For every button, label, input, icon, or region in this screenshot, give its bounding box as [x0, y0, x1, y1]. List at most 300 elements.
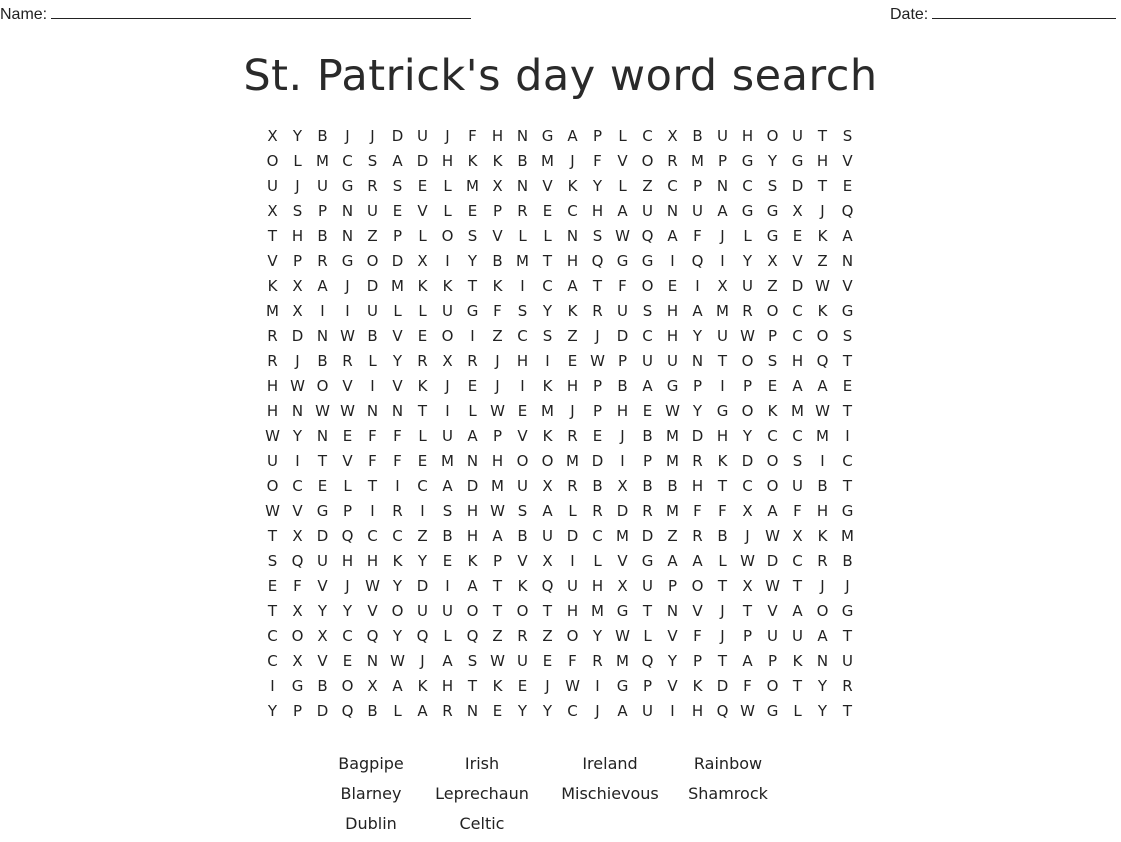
grid-cell: A: [567, 277, 578, 295]
grid-cell: R: [692, 452, 703, 470]
grid-cell: V: [267, 252, 278, 270]
grid-cell: O: [441, 227, 454, 245]
grid-row: [260, 149, 860, 174]
grid-cell: Q: [691, 252, 704, 270]
grid-cell: X: [292, 652, 303, 670]
grid-cell: M: [591, 602, 604, 620]
grid-cell: I: [670, 252, 675, 270]
grid-row: [260, 624, 860, 649]
grid-cell: U: [442, 602, 453, 620]
grid-cell: A: [442, 652, 453, 670]
grid-cell: E: [842, 377, 853, 395]
grid-cell: O: [316, 377, 329, 395]
grid-cell: Y: [467, 252, 478, 270]
grid-cell: N: [291, 402, 304, 420]
grid-cell: T: [842, 702, 853, 720]
grid-cell: H: [266, 377, 279, 395]
grid-cell: W: [665, 402, 680, 420]
grid-row: [260, 199, 860, 224]
grid-cell: R: [692, 527, 703, 545]
grid-cell: D: [791, 177, 804, 195]
grid-cell: B: [517, 152, 528, 170]
grid-cell: U: [617, 302, 628, 320]
grid-cell: T: [742, 602, 753, 620]
grid-cell: A: [742, 652, 753, 670]
grid-cell: H: [566, 377, 579, 395]
grid-cell: U: [792, 127, 803, 145]
grid-cell: V: [317, 577, 328, 595]
grid-row: [260, 474, 860, 499]
grid-cell: N: [666, 602, 679, 620]
grid-cell: J: [820, 577, 825, 595]
grid-cell: K: [817, 527, 828, 545]
grid-cell: J: [420, 652, 425, 670]
grid-cell: M: [441, 452, 454, 470]
grid-row: [260, 449, 860, 474]
grid-cell: E: [492, 702, 503, 720]
grid-cell: I: [370, 502, 375, 520]
grid-cell: I: [445, 402, 450, 420]
grid-cell: T: [317, 452, 328, 470]
grid-cell: X: [742, 577, 753, 595]
grid-cell: H: [516, 352, 529, 370]
grid-cell: O: [291, 627, 304, 645]
grid-cell: Y: [392, 352, 403, 370]
grid-cell: Y: [267, 702, 278, 720]
grid-cell: O: [766, 677, 779, 695]
grid-cell: X: [792, 202, 803, 220]
grid-cell: G: [766, 227, 779, 245]
grid-cell: N: [341, 202, 354, 220]
grid-cell: L: [718, 552, 727, 570]
grid-cell: A: [442, 477, 453, 495]
grid-cell: X: [617, 477, 628, 495]
grid-cell: J: [445, 127, 450, 145]
grid-cell: U: [317, 177, 328, 195]
grid-cell: R: [517, 202, 528, 220]
grid-cell: A: [467, 577, 478, 595]
grid-cell: Y: [767, 152, 778, 170]
grid-cell: O: [516, 602, 529, 620]
grid-cell: Z: [767, 277, 778, 295]
grid-cell: J: [620, 427, 625, 445]
grid-cell: S: [467, 227, 478, 245]
grid-cell: J: [495, 352, 500, 370]
grid-cell: P: [767, 327, 778, 345]
grid-cell: Y: [592, 627, 603, 645]
grid-cell: H: [816, 502, 829, 520]
grid-cell: L: [368, 352, 377, 370]
grid-cell: V: [392, 327, 403, 345]
grid-cell: Z: [492, 327, 503, 345]
grid-cell: L: [443, 177, 452, 195]
grid-cell: U: [267, 177, 278, 195]
grid-cell: I: [670, 702, 675, 720]
grid-cell: D: [616, 502, 629, 520]
grid-cell: N: [566, 227, 579, 245]
grid-cell: X: [742, 502, 753, 520]
grid-cell: J: [445, 377, 450, 395]
grid-cell: M: [541, 152, 554, 170]
grid-cell: J: [720, 602, 725, 620]
grid-cell: R: [567, 477, 578, 495]
grid-row: [260, 249, 860, 274]
grid-cell: D: [791, 277, 804, 295]
grid-cell: D: [591, 452, 604, 470]
grid-cell: R: [592, 302, 603, 320]
grid-cell: C: [417, 477, 428, 495]
grid-cell: E: [392, 202, 403, 220]
grid-cell: T: [542, 252, 553, 270]
grid-cell: L: [518, 227, 527, 245]
grid-cell: X: [717, 277, 728, 295]
grid-cell: B: [642, 427, 653, 445]
word-item: Celtic: [459, 814, 505, 833]
grid-cell: A: [317, 277, 328, 295]
grid-cell: A: [417, 702, 428, 720]
grid-cell: Q: [591, 252, 604, 270]
grid-cell: C: [767, 427, 778, 445]
grid-cell: E: [417, 327, 428, 345]
name-label: Name:: [0, 6, 48, 23]
grid-cell: K: [442, 277, 453, 295]
grid-cell: H: [616, 402, 629, 420]
grid-cell: W: [265, 502, 280, 520]
word-item: Blarney: [340, 784, 402, 803]
grid-cell: R: [517, 627, 528, 645]
grid-cell: V: [667, 627, 678, 645]
grid-cell: T: [467, 277, 478, 295]
grid-cell: T: [817, 127, 828, 145]
grid-cell: I: [545, 352, 550, 370]
grid-cell: H: [266, 402, 279, 420]
grid-cell: J: [820, 202, 825, 220]
grid-cell: J: [595, 702, 600, 720]
grid-cell: O: [566, 627, 579, 645]
grid-cell: U: [842, 652, 853, 670]
grid-cell: Q: [541, 577, 554, 595]
grid-cell: D: [316, 527, 329, 545]
grid-cell: P: [717, 152, 728, 170]
grid-cell: M: [666, 452, 679, 470]
grid-cell: H: [666, 302, 679, 320]
grid-cell: B: [317, 227, 328, 245]
grid-cell: K: [417, 277, 428, 295]
grid-cell: V: [342, 452, 353, 470]
grid-cell: E: [667, 277, 678, 295]
grid-cell: G: [841, 502, 854, 520]
grid-cell: W: [590, 352, 605, 370]
grid-row: [260, 174, 860, 199]
grid-cell: Y: [517, 702, 528, 720]
grid-cell: H: [291, 227, 304, 245]
grid-cell: J: [545, 677, 550, 695]
grid-cell: T: [842, 627, 853, 645]
grid-cell: U: [417, 602, 428, 620]
grid-cell: V: [517, 552, 528, 570]
grid-cell: W: [765, 577, 780, 595]
grid-cell: B: [367, 702, 378, 720]
grid-cell: Q: [816, 352, 829, 370]
grid-row: [260, 649, 860, 674]
grid-cell: G: [766, 202, 779, 220]
grid-cell: P: [592, 402, 603, 420]
grid-cell: A: [392, 677, 403, 695]
grid-cell: X: [267, 127, 278, 145]
grid-cell: K: [567, 177, 578, 195]
grid-cell: T: [542, 602, 553, 620]
grid-cell: N: [316, 327, 329, 345]
grid-cell: D: [416, 152, 429, 170]
grid-cell: H: [816, 152, 829, 170]
grid-cell: C: [292, 477, 303, 495]
grid-cell: E: [467, 377, 478, 395]
grid-cell: B: [317, 677, 328, 695]
grid-cell: S: [767, 352, 778, 370]
grid-cell: X: [792, 527, 803, 545]
grid-cell: C: [792, 302, 803, 320]
grid-cell: Z: [667, 527, 678, 545]
grid-cell: M: [266, 302, 279, 320]
grid-cell: G: [716, 402, 729, 420]
grid-cell: C: [267, 627, 278, 645]
grid-cell: T: [717, 352, 728, 370]
grid-cell: V: [317, 652, 328, 670]
grid-cell: U: [517, 652, 528, 670]
grid-cell: C: [842, 452, 853, 470]
grid-cell: L: [618, 177, 627, 195]
grid-cell: Y: [817, 702, 828, 720]
grid-cell: J: [295, 177, 300, 195]
grid-cell: I: [570, 552, 575, 570]
grid-cell: J: [345, 577, 350, 595]
grid-cell: A: [492, 527, 503, 545]
grid-cell: K: [417, 677, 428, 695]
grid-cell: S: [842, 127, 853, 145]
grid-cell: C: [342, 152, 353, 170]
grid-cell: P: [692, 377, 703, 395]
grid-cell: A: [667, 227, 678, 245]
word-item: Bagpipe: [338, 754, 404, 773]
grid-cell: T: [817, 177, 828, 195]
grid-cell: A: [392, 152, 403, 170]
grid-cell: L: [343, 477, 352, 495]
grid-cell: E: [592, 427, 603, 445]
grid-cell: S: [292, 202, 303, 220]
grid-cell: Q: [716, 702, 729, 720]
word-item: Shamrock: [688, 784, 768, 803]
grid-cell: L: [443, 627, 452, 645]
grid-cell: R: [567, 427, 578, 445]
grid-cell: S: [767, 177, 778, 195]
grid-cell: V: [392, 377, 403, 395]
grid-cell: W: [490, 502, 505, 520]
grid-cell: H: [591, 202, 604, 220]
grid-cell: D: [291, 327, 304, 345]
grid-cell: K: [692, 677, 703, 695]
word-item: Dublin: [345, 814, 397, 833]
grid-cell: R: [417, 352, 428, 370]
grid-cell: A: [567, 127, 578, 145]
grid-cell: D: [741, 452, 754, 470]
grid-cell: N: [366, 402, 379, 420]
grid-cell: P: [617, 352, 628, 370]
grid-cell: P: [592, 377, 603, 395]
grid-cell: P: [592, 127, 603, 145]
grid-cell: P: [642, 677, 653, 695]
grid-cell: Y: [742, 252, 753, 270]
grid-cell: T: [792, 577, 803, 595]
grid-cell: I: [420, 502, 425, 520]
grid-cell: E: [317, 477, 328, 495]
grid-cell: W: [615, 627, 630, 645]
grid-cell: K: [492, 152, 503, 170]
grid-cell: J: [845, 577, 850, 595]
grid-cell: V: [792, 252, 803, 270]
grid-cell: R: [317, 252, 328, 270]
grid-cell: K: [767, 402, 778, 420]
grid-cell: K: [467, 552, 478, 570]
grid-cell: I: [845, 427, 850, 445]
grid-cell: V: [667, 677, 678, 695]
grid-cell: M: [666, 502, 679, 520]
grid-cell: B: [617, 377, 628, 395]
grid-cell: I: [695, 277, 700, 295]
grid-cell: Q: [466, 627, 479, 645]
grid-cell: L: [568, 502, 577, 520]
grid-row: [260, 374, 860, 399]
grid-cell: B: [317, 352, 328, 370]
grid-row: [260, 499, 860, 524]
grid-cell: E: [642, 402, 653, 420]
grid-cell: E: [467, 202, 478, 220]
name-line: [51, 4, 471, 19]
grid-cell: O: [816, 602, 829, 620]
grid-cell: R: [667, 152, 678, 170]
grid-cell: N: [691, 352, 704, 370]
grid-cell: G: [616, 252, 629, 270]
grid-cell: O: [766, 477, 779, 495]
grid-cell: T: [492, 602, 503, 620]
grid-cell: E: [342, 427, 353, 445]
grid-cell: L: [418, 227, 427, 245]
grid-cell: F: [393, 452, 402, 470]
grid-cell: F: [793, 502, 802, 520]
grid-cell: B: [317, 127, 328, 145]
grid-cell: K: [567, 302, 578, 320]
grid-cell: T: [592, 277, 603, 295]
grid-cell: S: [367, 152, 378, 170]
grid-cell: E: [267, 577, 278, 595]
grid-cell: H: [691, 702, 704, 720]
name-field: [0, 4, 471, 25]
grid-cell: P: [492, 552, 503, 570]
grid-cell: A: [692, 302, 703, 320]
grid-cell: I: [470, 327, 475, 345]
grid-cell: Z: [817, 252, 828, 270]
grid-cell: Q: [641, 227, 654, 245]
grid-cell: X: [267, 202, 278, 220]
grid-cell: R: [592, 502, 603, 520]
grid-cell: I: [720, 252, 725, 270]
grid-cell: E: [542, 202, 553, 220]
grid-cell: H: [566, 252, 579, 270]
grid-cell: N: [666, 202, 679, 220]
grid-cell: F: [393, 427, 402, 445]
grid-cell: W: [365, 577, 380, 595]
grid-cell: X: [667, 127, 678, 145]
grid-cell: G: [841, 602, 854, 620]
grid-cell: A: [792, 377, 803, 395]
grid-cell: T: [267, 602, 278, 620]
grid-cell: F: [493, 302, 502, 320]
grid-cell: O: [766, 302, 779, 320]
grid-cell: X: [292, 302, 303, 320]
grid-cell: T: [792, 677, 803, 695]
word-item: Mischievous: [561, 784, 659, 803]
grid-cell: Q: [341, 527, 354, 545]
grid-cell: F: [593, 152, 602, 170]
grid-cell: M: [566, 452, 579, 470]
grid-cell: T: [842, 402, 853, 420]
grid-cell: V: [542, 177, 553, 195]
grid-cell: R: [367, 177, 378, 195]
grid-cell: Y: [292, 127, 303, 145]
grid-cell: W: [740, 552, 755, 570]
grid-row: [260, 224, 860, 249]
grid-cell: S: [392, 177, 403, 195]
grid-cell: W: [565, 677, 580, 695]
word-item: Rainbow: [693, 754, 763, 773]
grid-cell: Q: [291, 552, 304, 570]
grid-cell: D: [766, 552, 779, 570]
grid-cell: X: [292, 602, 303, 620]
grid-cell: N: [316, 427, 329, 445]
grid-cell: D: [641, 527, 654, 545]
grid-cell: I: [320, 302, 325, 320]
grid-cell: N: [391, 402, 404, 420]
grid-cell: R: [842, 677, 853, 695]
date-field: [890, 4, 1116, 25]
grid-cell: E: [542, 652, 553, 670]
grid-cell: G: [341, 252, 354, 270]
grid-cell: U: [792, 627, 803, 645]
grid-cell: M: [541, 402, 554, 420]
grid-cell: F: [468, 127, 477, 145]
grid-cell: R: [592, 652, 603, 670]
grid-cell: K: [267, 277, 278, 295]
grid-cell: A: [692, 552, 703, 570]
grid-cell: O: [641, 277, 654, 295]
grid-cell: T: [842, 352, 853, 370]
grid-cell: S: [267, 552, 278, 570]
grid-cell: I: [370, 377, 375, 395]
grid-cell: T: [717, 477, 728, 495]
grid-cell: S: [842, 327, 853, 345]
grid-cell: C: [592, 527, 603, 545]
grid-cell: A: [667, 552, 678, 570]
grid-cell: R: [342, 352, 353, 370]
grid-row: [260, 549, 860, 574]
grid-cell: W: [265, 427, 280, 445]
grid-cell: K: [467, 152, 478, 170]
word-item: Ireland: [582, 754, 638, 773]
grid-cell: V: [767, 602, 778, 620]
grid-cell: U: [642, 202, 653, 220]
grid-cell: U: [642, 577, 653, 595]
grid-cell: F: [618, 277, 627, 295]
grid-cell: L: [293, 152, 302, 170]
